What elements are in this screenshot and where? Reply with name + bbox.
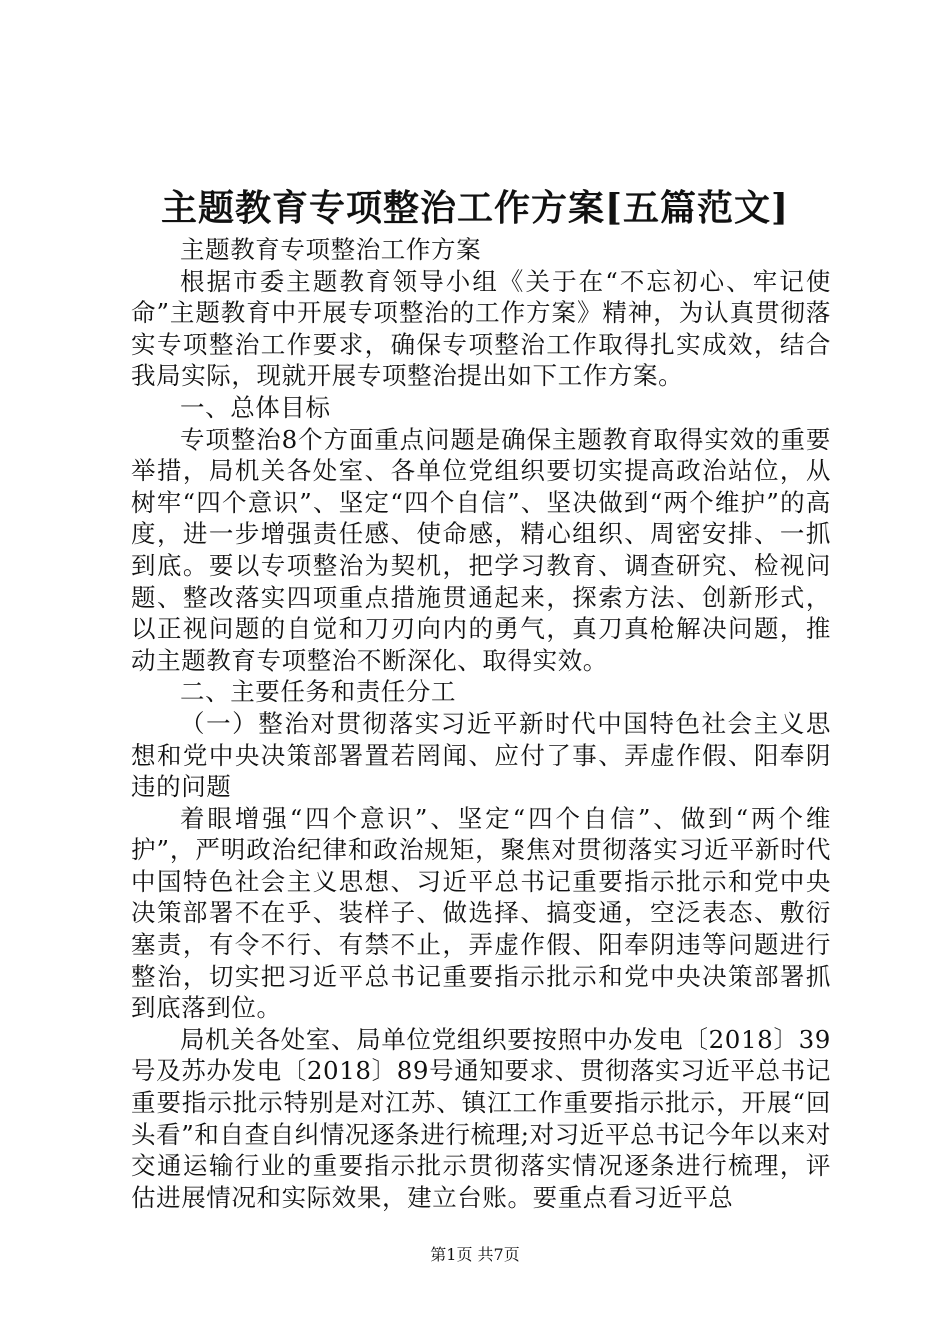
section-heading-tasks: 二、主要任务和责任分工 [180,677,457,707]
document-title: 主题教育专项整治工作方案[五篇范文] [160,187,790,229]
task-paragraph-1: 着眼增强“四个意识”、坚定“四个自信”、做到“两个维护”，严明政治纪律和政治规矩，聚焦对贯彻落实习近平新时代中国特色社会主义思想、习近平总书记重要指示批示和党中央决策部署不在乎、装样子、做选择、搞变通，空泛表态、敷衍塞责，有令不行、有禁不止，弄虚作假、阳奉阴违等问题进行整治，切实把习近平总书记重要指示批示和党中央决策部署抓到底落到位。 [131,803,831,1023]
task-heading-1: （一）整治对贯彻落实习近平新时代中国特色社会主义思想和党中央决策部署置若罔闻、应付了事、弄虚作假、阳奉阴违的问题 [131,708,831,802]
intro-paragraph: 根据市委主题教育领导小组《关于在“不忘初心、牢记使命”主题教育中开展专项整治的工作方案》精神，为认真贯彻落实专项整治工作要求，确保专项整治工作取得扎实成效，结合我局实际，现就开展专项整治提出如下工作方案。 [131,266,831,391]
page-footer: 第1页 共7页 [430,1245,520,1264]
subtitle-paragraph: 主题教育专项整治工作方案 [180,235,482,264]
task-paragraph-2: 局机关各处室、局单位党组织要按照中办发电〔2018〕39号及苏办发电〔2018〕89号通知要求、贯彻落实习近平总书记重要指示批示特别是对江苏、镇江工作重要指示批示，开展“回头看”和自查自纠情况逐条进行梳理;对习近平总书记今年以来对交通运输行业的重要指示批示贯彻落实情况逐条进行梳理，评估进展情况和实际效果，建立台账。要重点看习近平总 [131,1024,831,1212]
document-body [131,234,831,1213]
goals-paragraph: 专项整治8个方面重点问题是确保主题教育取得实效的重要举措，局机关各处室、各单位党组织要切实提高政治站位，从树牢“四个意识”、坚定“四个自信”、坚决做到“两个维护”的高度，进一步增强责任感、使命感，精心组织、周密安排、一抓到底。要以专项整治为契机，把学习教育、调查研究、检视问题、整改落实四项重点措施贯通起来，探索方法、创新形式，以正视问题的自觉和刀刃向内的勇气，真刀真枪解决问题，推动主题教育专项整治不断深化、取得实效。 [131,424,831,675]
section-heading-goals: 一、总体目标 [180,392,331,422]
